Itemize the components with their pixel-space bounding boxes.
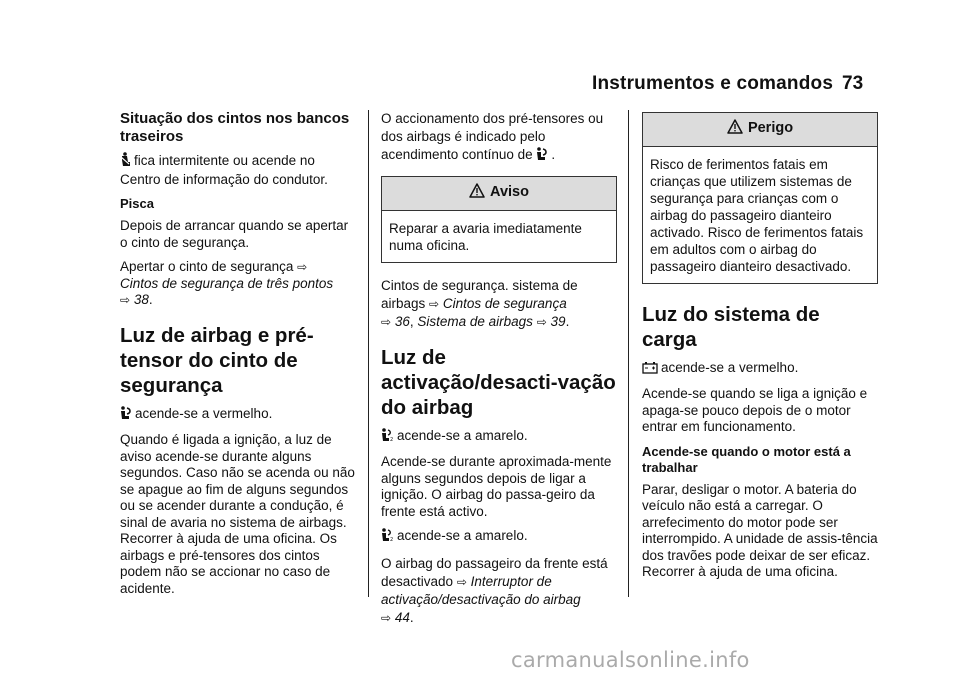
paragraph-amber-1 xyxy=(381,428,617,447)
heading-airbag-activation: Luz de activação/desacti-vação do airbag xyxy=(381,345,616,419)
aviso-box xyxy=(381,176,617,263)
page-number: 73 xyxy=(842,73,864,94)
paragraph-deactivated: O airbag do passageiro da frente está desactivado ⇨ Interruptor de activação/desactivação do airbag ⇨ 44. xyxy=(381,555,608,625)
heading-rear-belts: Situação dos cintos nos bancos traseiros xyxy=(120,110,350,145)
link-airbag-switch-page[interactable]: 44 xyxy=(394,609,410,625)
aviso-title: Aviso xyxy=(490,184,529,200)
airbag-warning-icon xyxy=(536,147,548,166)
perigo-header xyxy=(643,113,877,147)
svg-text:2: 2 xyxy=(390,537,394,542)
aviso-text: Reparar a avaria imediatamente numa oficina. xyxy=(389,220,582,253)
warning-triangle-icon xyxy=(727,119,743,139)
page-ref-arrow-icon: ⇨ xyxy=(120,293,131,307)
deactivated-text: O airbag do passageiro da frente está desactivado xyxy=(381,555,608,589)
passenger-airbag-off-icon xyxy=(381,528,394,547)
link-airbag-switch[interactable]: Interruptor de activação/desactivação do airbag xyxy=(381,573,581,607)
paragraph-activation: O accionamento dos pré-tensores ou dos airbags é indicado pelo acendimento contínuo de . xyxy=(381,110,617,166)
page-ref-arrow-icon: ⇨ xyxy=(536,314,547,329)
page-ref-arrow-icon: ⇨ xyxy=(381,314,392,329)
paragraph-charge-red xyxy=(642,360,878,379)
passenger-airbag-icon xyxy=(381,428,394,447)
airbag-warning-icon xyxy=(120,406,132,425)
page-ref-arrow-icon: ⇨ xyxy=(429,296,440,311)
fasten-text: Apertar o cinto de segurança xyxy=(120,259,294,274)
page-ref-arrow-icon: ⇨ xyxy=(456,574,467,589)
paragraph-charge-desc: Acende-se quando se liga a ignição e apaga-se pouco depois de o motor entrar em funcionamento. xyxy=(642,386,868,434)
paragraph-amber-2 xyxy=(381,528,617,547)
rear-seatbelt-icon xyxy=(120,152,131,172)
aviso-header xyxy=(382,177,616,211)
link-seat-belts-page[interactable]: 36 xyxy=(394,313,410,329)
system-text: Cintos de segurança. sistema de airbags xyxy=(381,277,578,311)
paragraph-airbag-desc: Quando é ligada a ignição, a luz de aviso acende-se durante alguns segundos. Caso não se acenda ou não se apague ao fim de alguns segundos ou se acender durante a condução, é sinal de avaria no sistema de airbags. Recorrer à ajuda de uma oficina. Os airbags e pré-tensores dos cintos podem não se accionar no caso de acidente. xyxy=(120,432,355,596)
paragraph-pisca: Depois de arrancar quando se apertar o cinto de segurança. xyxy=(120,218,349,250)
column-1 xyxy=(120,110,356,605)
warning-triangle-icon xyxy=(469,183,485,203)
airbag-red-text: acende-se a vermelho. xyxy=(135,405,273,421)
svg-text:2: 2 xyxy=(390,436,394,442)
watermark: carmanualsonline.info xyxy=(511,648,750,672)
paragraph-fasten: Apertar o cinto de segurança ⇨ Cintos de segurança de três pontos ⇨ 38. xyxy=(120,259,334,307)
paragraph-amber-desc: Acende-se durante aproximada-mente alguns segundos depois de ligar a ignição. O airbag do passa-geiro da frente está activo. xyxy=(381,454,612,519)
battery-icon xyxy=(642,361,658,379)
page-ref-arrow-icon: ⇨ xyxy=(381,610,392,625)
amber-text-1: acende-se a amarelo. xyxy=(397,427,528,443)
charge-red-text: acende-se a vermelho. xyxy=(661,359,799,375)
heading-charge-system: Luz do sistema de carga xyxy=(642,302,820,351)
rear-status-text: fica intermitente ou acende no Centro de informação do condutor. xyxy=(120,153,328,187)
link-three-point-belts[interactable]: Cintos de segurança de três pontos xyxy=(120,275,334,291)
activation-text: O accionamento dos pré-tensores ou dos airbags é indicado pelo acendimento contínuo de xyxy=(381,111,604,162)
column-3 xyxy=(642,112,878,589)
paragraph-rear-status xyxy=(120,152,356,188)
column-divider-2 xyxy=(628,110,629,597)
link-airbag-system-page[interactable]: 39 xyxy=(550,313,566,329)
heading-pisca: Pisca xyxy=(120,196,154,211)
link-airbag-system[interactable]: Sistema de airbags xyxy=(417,313,533,329)
amber-text-2: acende-se a amarelo. xyxy=(397,528,528,543)
link-three-point-page[interactable]: 38 xyxy=(133,292,149,307)
perigo-box xyxy=(642,112,878,284)
paragraph-airbag-red xyxy=(120,406,356,425)
page-header-title: Instrumentos e comandos xyxy=(592,73,834,94)
heading-airbag-light: Luz de airbag e pré-tensor do cinto de segurança xyxy=(120,323,314,397)
perigo-text: Risco de ferimentos fatais em crianças que utilizem sistemas de segurança para crianças com o airbag do passageiro dianteiro activado. Risco de ferimentos fatais em adultos com o airbag do passageiro dianteiro desactivado. xyxy=(650,156,864,274)
column-divider-1 xyxy=(368,110,369,597)
column-2 xyxy=(381,110,617,635)
link-seat-belts[interactable]: Cintos de segurança xyxy=(442,295,567,311)
paragraph-system: Cintos de segurança. sistema de airbags ⇨ Cintos de segurança ⇨ 36, Sistema de airbags ⇨ 39. xyxy=(381,277,578,329)
heading-engine-running: Acende-se quando o motor está a trabalhar xyxy=(642,443,851,475)
page-ref-arrow-icon: ⇨ xyxy=(297,260,308,274)
perigo-title: Perigo xyxy=(747,120,794,136)
paragraph-engine-running: Parar, desligar o motor. A bateria do veículo não está a carregar. O arrefecimento do motor pode ser interrompido. A unidade de assis-tência dos travões pode deixar de ser eficaz. Recorrer à ajuda de uma oficina. xyxy=(642,481,878,579)
